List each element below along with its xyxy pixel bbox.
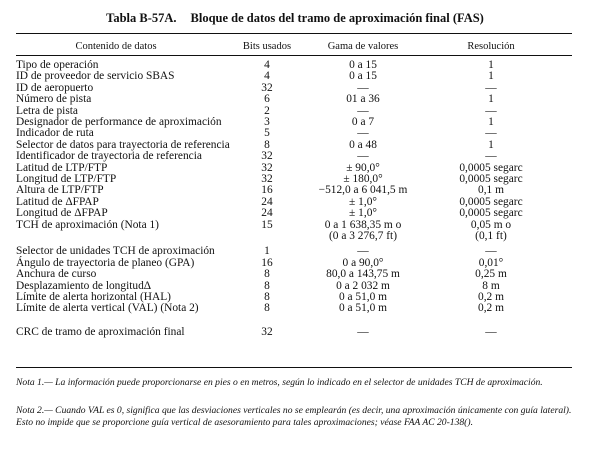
header-gama: Gama de valores <box>327 41 399 52</box>
cell-resolucion: 0,25 m <box>475 268 507 281</box>
cell-gama: ± 1,0° <box>349 207 377 220</box>
header-resolucion: Resolución <box>467 41 515 52</box>
cell-gama: — <box>357 104 369 117</box>
cell-contenido: Número de pista <box>16 93 92 106</box>
cell-bits: 3 <box>264 116 270 128</box>
table-row <box>0 82 590 94</box>
cell-bits: 32 <box>261 173 273 185</box>
cell-contenido: Letra de pista <box>16 104 78 117</box>
cell-resolucion: 0,2 m <box>478 302 504 315</box>
cell-gama: — <box>357 127 369 140</box>
cell-contenido: Altura de LTP/FTP <box>16 184 104 197</box>
header-bits: Bits usados <box>242 41 292 52</box>
cell-bits: 1 <box>264 245 270 258</box>
cell-bits: 8 <box>264 279 270 292</box>
table-row <box>0 219 590 231</box>
cell-resolucion: 0,2 m <box>478 291 504 303</box>
cell-gama: 0 a 1 638,35 m o <box>324 218 402 231</box>
cell-resolucion: 0,01° <box>478 256 504 269</box>
cell-gama: 0 a 48 <box>349 138 377 151</box>
cell-bits: 15 <box>261 218 273 231</box>
cell-bits: 16 <box>261 256 273 269</box>
cell-resolucion: 1 <box>488 59 494 71</box>
header-rule <box>16 55 572 56</box>
caption-number: Tabla B-57A. <box>106 11 177 25</box>
cell-gama: 01 a 36 <box>346 93 380 106</box>
cell-contenido: CRC de tramo de aproximación final <box>16 325 185 338</box>
header-contenido: Contenido de datos <box>75 41 157 52</box>
cell-gama: (0 a 3 276,7 ft) <box>328 230 397 242</box>
cell-resolucion: 1 <box>488 138 494 151</box>
cell-bits: 24 <box>261 195 273 208</box>
table-row <box>0 291 590 303</box>
cell-resolucion: (0,1 ft) <box>475 230 507 242</box>
cell-bits: 5 <box>264 127 270 140</box>
table-row <box>0 302 590 314</box>
cell-bits: 8 <box>264 302 270 315</box>
cell-gama: 0 a 7 <box>351 116 375 128</box>
cell-contenido: ID de aeropuerto <box>16 81 94 94</box>
table-caption <box>0 11 590 26</box>
table-row <box>0 173 590 185</box>
table-row <box>0 268 590 280</box>
caption-title: Bloque de datos del tramo de aproximación final (FAS) <box>190 11 484 25</box>
cell-resolucion: 0,05 m o <box>470 218 512 231</box>
note-1: Nota 1.— La información puede proporcionarse en pies o en metros, según lo indicado en el selector de unidades TCH de aproximación. <box>16 377 543 388</box>
cell-bits: 32 <box>261 81 273 94</box>
cell-resolucion: 1 <box>488 93 494 106</box>
cell-bits: 2 <box>264 104 270 117</box>
cell-bits: 4 <box>264 70 270 83</box>
cell-resolucion: — <box>485 81 497 94</box>
cell-resolucion: 0,0005 segarc <box>459 161 523 174</box>
table-row <box>0 326 590 338</box>
table-row <box>0 127 590 139</box>
cell-gama: — <box>357 245 369 258</box>
cell-contenido: Latitud de LTP/FTP <box>16 161 108 174</box>
cell-bits: 6 <box>264 93 270 106</box>
cell-contenido: Designador de performance de aproximación <box>16 116 222 128</box>
table-row <box>0 59 590 71</box>
table-row <box>0 70 590 82</box>
cell-resolucion: — <box>485 150 497 163</box>
cell-gama: ± 1,0° <box>349 195 377 208</box>
cell-gama: — <box>357 150 369 163</box>
cell-bits: 16 <box>261 184 273 197</box>
cell-gama: — <box>357 325 369 338</box>
cell-bits: 32 <box>261 161 273 174</box>
cell-resolucion: — <box>485 325 497 338</box>
cell-gama: ± 180,0° <box>343 173 383 185</box>
cell-contenido: Límite de alerta vertical (VAL) (Nota 2) <box>16 302 199 315</box>
cell-contenido: Anchura de curso <box>16 268 97 281</box>
cell-contenido: TCH de aproximación (Nota 1) <box>16 218 159 231</box>
cell-contenido: Longitud de ΔFPAP <box>16 207 108 220</box>
cell-resolucion: 1 <box>488 70 494 83</box>
cell-gama: 0 a 15 <box>349 70 377 83</box>
table-row <box>0 196 590 208</box>
cell-bits: 8 <box>264 138 270 151</box>
table-row <box>0 207 590 219</box>
cell-resolucion: 0,0005 segarc <box>459 207 523 220</box>
cell-resolucion: 1 <box>488 116 494 128</box>
cell-resolucion: 0,0005 segarc <box>459 173 523 185</box>
table-row <box>0 139 590 151</box>
cell-contenido: Ángulo de trayectoria de planeo (GPA) <box>16 256 195 269</box>
cell-resolucion: — <box>485 104 497 117</box>
table-row <box>0 280 590 292</box>
cell-contenido: Indicador de ruta <box>16 127 94 140</box>
cell-resolucion: 0,1 m <box>478 184 504 197</box>
cell-contenido: ID de proveedor de servicio SBAS <box>16 70 175 83</box>
cell-bits: 8 <box>264 291 270 303</box>
table-row <box>0 184 590 196</box>
cell-contenido: Latitud de ΔFPAP <box>16 195 99 208</box>
cell-gama: −512,0 a 6 041,5 m <box>318 184 408 197</box>
cell-resolucion: 0,0005 segarc <box>459 195 523 208</box>
cell-gama: 80,0 a 143,75 m <box>326 268 400 281</box>
cell-gama: 0 a 90,0° <box>342 256 384 269</box>
cell-bits: 8 <box>264 268 270 281</box>
cell-bits: 4 <box>264 59 270 71</box>
cell-resolucion: — <box>485 245 497 258</box>
table-row <box>0 93 590 105</box>
cell-bits: 24 <box>261 207 273 220</box>
cell-contenido: Tipo de operación <box>16 59 99 71</box>
bottom-rule <box>16 367 572 368</box>
table-row <box>0 257 590 269</box>
cell-resolucion: 8 m <box>482 279 500 292</box>
cell-contenido: Longitud de LTP/FTP <box>16 173 117 185</box>
cell-gama: — <box>357 81 369 94</box>
cell-bits: 32 <box>261 325 273 338</box>
table-row <box>0 230 590 242</box>
cell-contenido: Límite de alerta horizontal (HAL) <box>16 291 171 303</box>
cell-contenido: Identificador de trayectoria de referencia <box>16 150 202 163</box>
note-2: Nota 2.— Cuando VAL es 0, significa que las desviaciones verticales no se emplearán (es decir, una aproximación únicamente con guía lateral). Esto no impide que se proporcione guía vertical de asesoramiento para tales aproximaciones; véase FAA AC 20-138(). <box>16 405 572 428</box>
cell-contenido: Selector de unidades TCH de aproximación <box>16 245 215 258</box>
cell-gama: 0 a 15 <box>349 59 377 71</box>
table-row <box>0 105 590 117</box>
table-row <box>0 162 590 174</box>
table-row <box>0 150 590 162</box>
cell-contenido: Desplazamiento de longitudΔ <box>16 279 152 292</box>
top-rule <box>16 33 572 34</box>
cell-gama: 0 a 2 032 m <box>336 279 390 292</box>
cell-gama: ± 90,0° <box>346 161 380 174</box>
table-row <box>0 116 590 128</box>
cell-contenido: Selector de datos para trayectoria de referencia <box>16 138 230 151</box>
cell-resolucion: — <box>485 127 497 140</box>
cell-gama: 0 a 51,0 m <box>338 302 388 315</box>
table-row <box>0 245 590 257</box>
cell-gama: 0 a 51,0 m <box>338 291 388 303</box>
cell-bits: 32 <box>261 150 273 163</box>
